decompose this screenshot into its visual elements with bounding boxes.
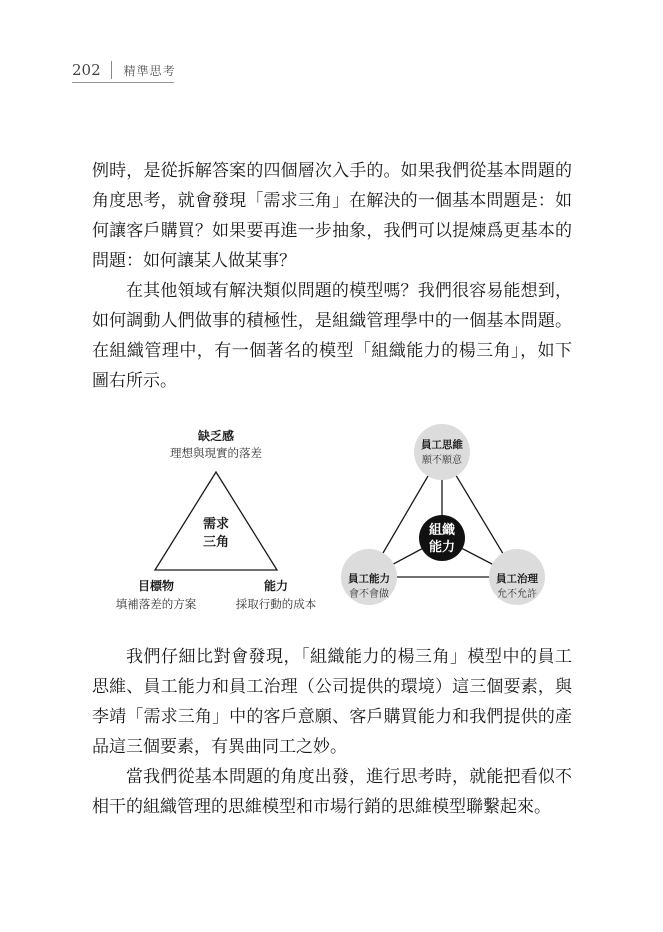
yang-triangle-diagram	[341, 424, 545, 605]
center-line2: 能力	[428, 540, 456, 555]
node-employee-mindset	[414, 424, 470, 480]
demand-left-title: 目標物	[137, 579, 175, 593]
page-number: 202	[72, 61, 101, 79]
paragraph: 在其他領域有解決類似問題的模型嗎？我們很容易能想到，如何調動人們做事的積極性，是組織管理學中的一個基本問題。在組織管理中，有一個著名的模型「組織能力的楊三角」，如下圖右所示。	[92, 281, 572, 391]
node-top-title: 員工思維	[421, 439, 463, 451]
node-right-title: 員工治理	[496, 573, 538, 585]
node-left-title: 員工能力	[348, 573, 390, 585]
demand-center-line2: 三角	[202, 535, 230, 550]
demand-top-title: 缺乏感	[197, 429, 235, 443]
node-left-sub: 會不會做	[349, 589, 389, 600]
body-text-bottom	[92, 642, 572, 822]
paragraph: 我們仔細比對會發現，「組織能力的楊三角」模型中的員工思維、員工能力和員工治理（公司提供的環境）這三個要素，與李靖「需求三角」中的客戶意願、客戶購買能力和我們提供的產品這三個要素，有異曲同工之妙。	[92, 647, 572, 757]
running-title: 精準思考	[123, 63, 176, 78]
center-line1: 組織	[428, 523, 456, 538]
demand-top-sub: 理想與現實的落差	[170, 446, 262, 460]
demand-left-sub: 填補落差的方案	[115, 597, 197, 611]
paragraph: 當我們從基本問題的角度出發，進行思考時，就能把看似不相干的組織管理的思維模型和市場行銷的思維模型聯繫起來。	[92, 767, 572, 817]
demand-right-title: 能力	[263, 579, 289, 593]
demand-center-line1: 需求	[202, 517, 230, 532]
demand-right-sub: 採取行動的成本	[235, 597, 317, 611]
node-top-sub: 願不願意	[422, 455, 462, 466]
node-right-sub: 允不允許	[497, 589, 537, 600]
demand-triangle-diagram	[116, 428, 317, 611]
paragraph: 例時，是從拆解答案的四個層次入手的。如果我們從基本問題的角度思考，就會發現「需求三角」在解決的一個基本問題是：如何讓客戶購買？如果要再進一步抽象，我們可以提煉爲更基本的問題：如何讓某人做某事？	[92, 161, 572, 271]
